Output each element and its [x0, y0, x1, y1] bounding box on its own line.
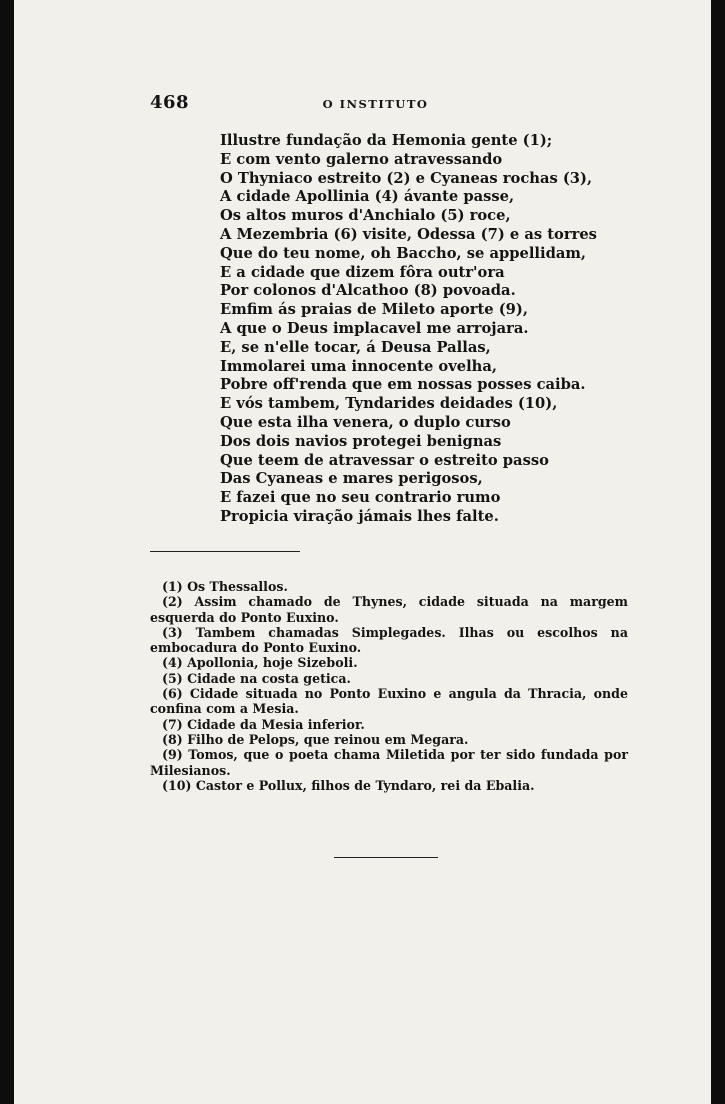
- footnote: (10) Castor e Pollux, filhos de Tyndaro, rei da Ebalia.: [162, 777, 535, 793]
- footnotes: [150, 579, 628, 793]
- poem-verse: [220, 132, 620, 527]
- verse-line: A que o Deus implacavel me arrojara.: [220, 319, 529, 337]
- footnote: (1) Os Thessallos.: [162, 579, 288, 594]
- verse-line: E, se n'elle tocar, á Deusa Pallas,: [220, 338, 491, 356]
- verse-line: Emfim ás praias de Mileto aporte (9),: [220, 301, 528, 319]
- closing-rule: [334, 857, 438, 858]
- footnote: (5) Cidade na costa getica.: [162, 670, 351, 686]
- book-page: [14, 0, 711, 1104]
- verse-line: E vós tambem, Tyndarides deidades (10),: [220, 395, 558, 413]
- footnote: (9) Tomos, que o poeta chama Miletida por ter sido fundada por Milesianos.: [150, 747, 628, 778]
- verse-line: Que teem de atravessar o estreito passo: [220, 451, 549, 469]
- verse-line: E com vento galerno atravessando: [220, 150, 503, 168]
- verse-line: Immolarei uma innocente ovelha,: [220, 357, 497, 375]
- verse-line: Dos dois navios protegei benignas: [220, 432, 502, 450]
- footnote: (3) Tambem chamadas Simplegades. Ilhas ou escolhos na embocadura do Ponto Euxino.: [150, 624, 628, 656]
- verse-line: O Thyniaco estreito (2) e Cyaneas rochas (3),: [220, 169, 593, 187]
- footnote: (2) Assim chamado de Thynes, cidade situada na margem esquerda do Ponto Euxino.: [150, 594, 628, 625]
- verse-line: Das Cyaneas e mares perigosos,: [220, 470, 483, 488]
- running-title: O INSTITUTO: [322, 97, 429, 111]
- footnote: (6) Cidade situada no Ponto Euxino e angula da Thracia, onde confina com a Mesia.: [150, 686, 628, 717]
- verse-line: E a cidade que dizem fôra outr'ora: [220, 263, 505, 281]
- footnote: (7) Cidade da Mesia inferior.: [162, 716, 365, 732]
- verse-line: Propicia viração jámais lhes falte.: [220, 507, 499, 525]
- verse-line: Que do teu nome, oh Baccho, se appellidam,: [220, 244, 587, 262]
- verse-line: Por colonos d'Alcathoo (8) povoada.: [220, 282, 516, 300]
- footnote: (8) Filho de Pelops, que reinou em Megara.: [162, 731, 469, 747]
- verse-line: Pobre off'renda que em nossas posses caiba.: [220, 376, 586, 394]
- page-number: 468: [150, 92, 190, 113]
- footnote-separator-rule: [150, 551, 300, 552]
- page-header: [14, 92, 711, 116]
- verse-line: Os altos muros d'Anchialo (5) roce,: [220, 207, 511, 225]
- verse-line: A cidade Apollinia (4) ávante passe,: [220, 188, 515, 206]
- verse-line: E fazei que no seu contrario rumo: [220, 489, 501, 507]
- verse-line: Que esta ilha venera, o duplo curso: [220, 413, 511, 431]
- footnote: (4) Apollonia, hoje Sizeboli.: [162, 655, 358, 671]
- verse-line: Illustre fundação da Hemonia gente (1);: [220, 132, 553, 149]
- verse-line: A Mezembria (6) visite, Odessa (7) e as torres: [220, 225, 597, 243]
